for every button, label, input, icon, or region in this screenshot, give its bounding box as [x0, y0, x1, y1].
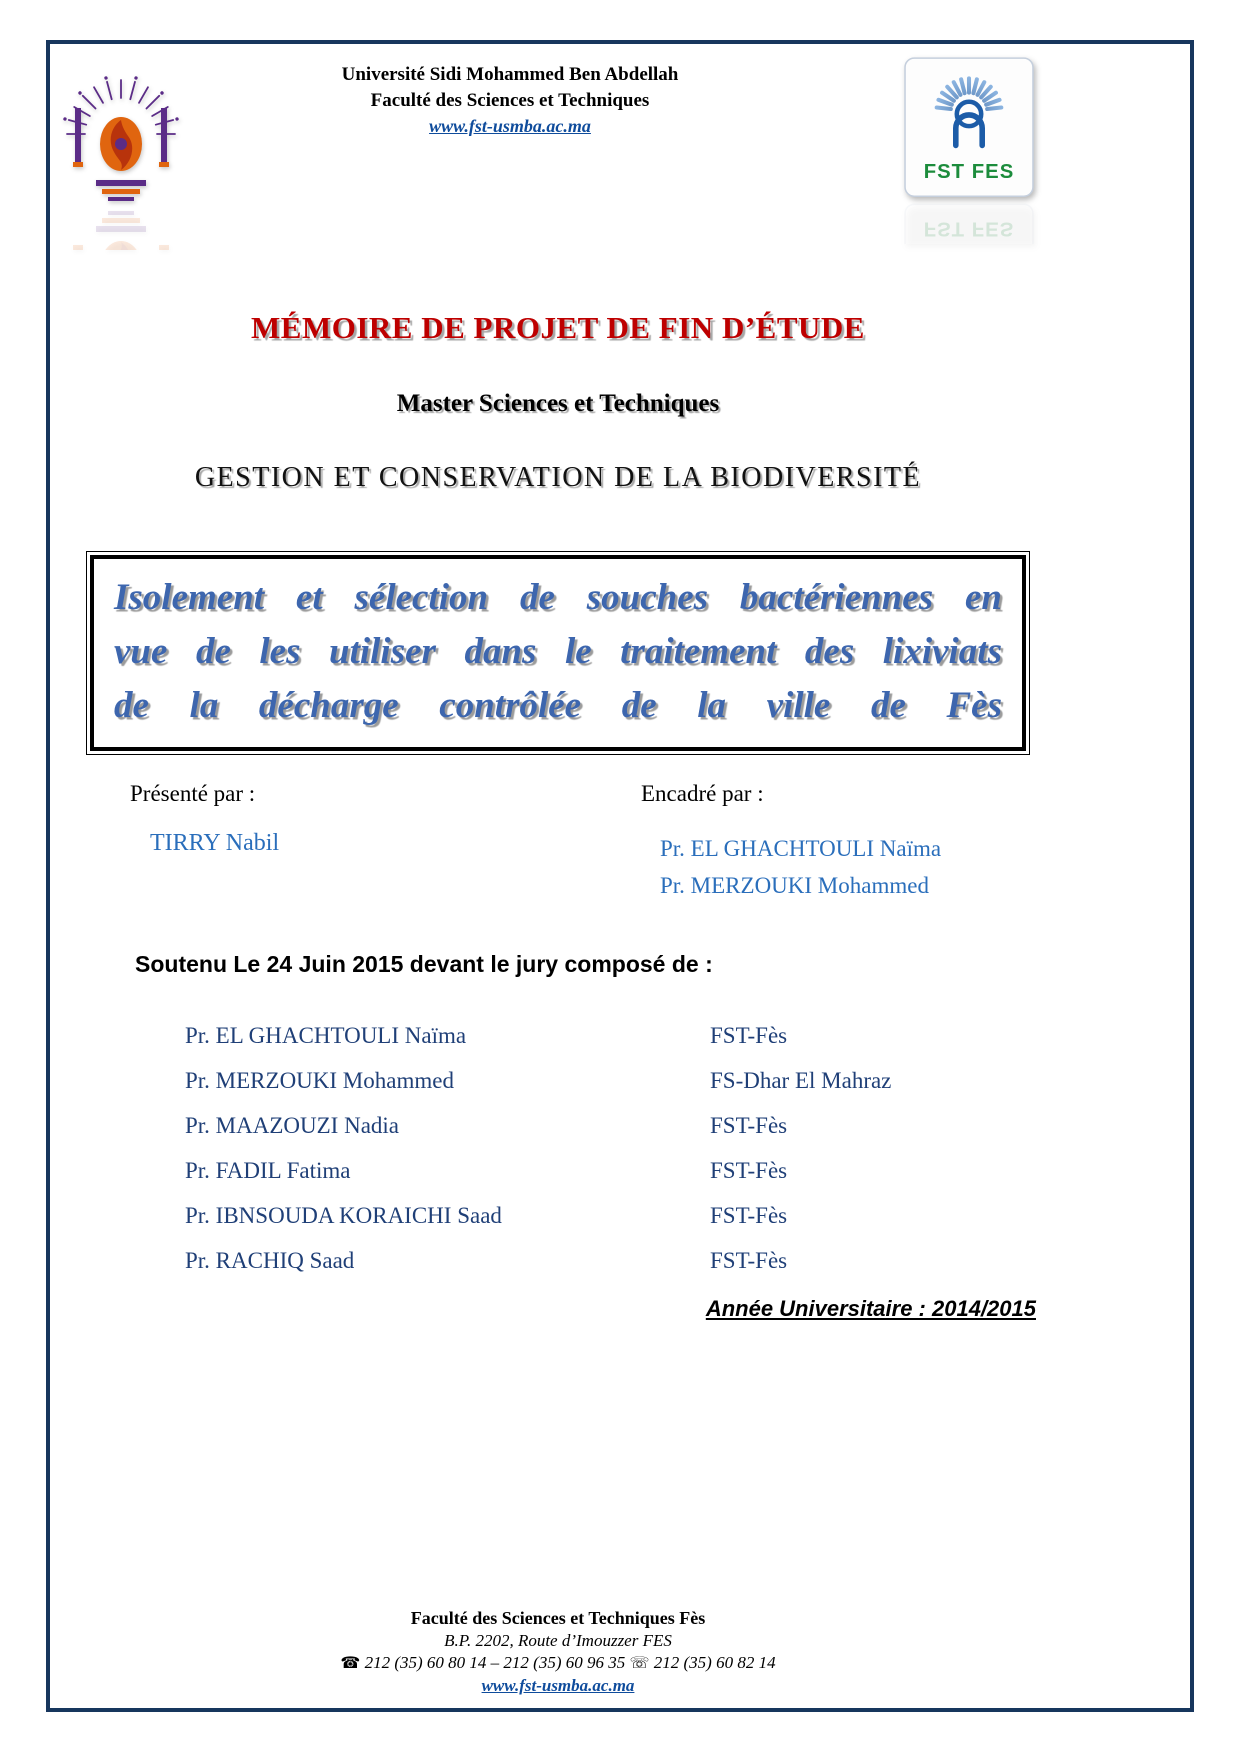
supervisor-1: Pr. EL GHACHTOULI Naïma	[660, 836, 942, 861]
author-name: TIRRY Nabil	[150, 830, 280, 856]
academic-year: Année Universitaire : 2014/2015	[705, 1296, 1036, 1321]
footer-fax-number: 212 (35) 60 82 14	[653, 1653, 776, 1672]
university-emblem-logo	[62, 50, 182, 255]
jury-member-affiliation: FST-Fès	[710, 1203, 788, 1228]
jury-row	[185, 1158, 975, 1203]
thesis-title-box-inner	[90, 555, 1026, 751]
footer-contact-line	[86, 1652, 1030, 1675]
jury-member-affiliation: FS-Dhar El Mahraz	[710, 1068, 892, 1093]
jury-row	[185, 1023, 975, 1068]
fax-icon: ☏	[629, 1655, 650, 1672]
jury-member-affiliation: FST-Fès	[710, 1023, 788, 1048]
jury-row	[185, 1203, 975, 1248]
page-border	[46, 40, 1194, 1712]
jury-row	[185, 1113, 975, 1158]
fst-fes-logo	[903, 56, 1035, 249]
university-name: Université Sidi Mohammed Ben Abdellah	[341, 64, 679, 85]
jury-member-name: Pr. EL GHACHTOULI Naïma	[185, 1023, 467, 1048]
phone-icon: ☎	[340, 1655, 361, 1672]
footer-phone-numbers: 212 (35) 60 80 14 – 212 (35) 60 96 35	[364, 1653, 626, 1672]
thesis-title-line-3: de la décharge contrôlée de la ville de Fès	[114, 685, 1002, 726]
header-website-link[interactable]: www.fst-usmba.ac.ma	[429, 116, 591, 136]
jury-row	[185, 1248, 975, 1293]
fst-fes-logo-label: FST FES	[923, 160, 1015, 183]
jury-member-affiliation: FST-Fès	[710, 1113, 788, 1138]
master-subtitle: Master Sciences et Techniques	[396, 390, 720, 417]
jury-member-name: Pr. MAAZOUZI Nadia	[185, 1113, 399, 1138]
footer	[86, 1606, 1030, 1696]
memoire-title: MÉMOIRE DE PROJET DE FIN D’ÉTUDE	[251, 310, 865, 345]
program-title: GESTION ET CONSERVATION DE LA BIODIVERSITÉ	[194, 462, 922, 493]
jury-member-name: Pr. MERZOUKI Mohammed	[185, 1068, 454, 1093]
footer-website-link[interactable]: www.fst-usmba.ac.ma	[481, 1676, 635, 1695]
jury-member-affiliation: FST-Fès	[710, 1248, 788, 1273]
jury-member-name: Pr. FADIL Fatima	[185, 1158, 351, 1183]
defense-heading: Soutenu Le 24 Juin 2015 devant le jury composé de :	[135, 951, 713, 977]
footer-faculty-name: Faculté des Sciences et Techniques Fès	[410, 1608, 706, 1628]
supervised-by-label: Encadré par :	[641, 781, 764, 806]
thesis-title-line-2: vue de les utiliser dans le traitement des lixiviats	[114, 631, 1002, 672]
jury-member-name: Pr. RACHIQ Saad	[185, 1248, 355, 1273]
presented-by-label: Présenté par :	[130, 781, 256, 806]
jury-member-name: Pr. IBNSOUDA KORAICHI Saad	[185, 1203, 502, 1228]
jury-member-affiliation: FST-Fès	[710, 1158, 788, 1183]
faculty-name: Faculté des Sciences et Techniques	[370, 90, 650, 111]
supervisor-names	[660, 830, 941, 904]
thesis-title-line-1: Isolement et sélection de souches bactériennes en	[114, 577, 1002, 618]
thesis-title-box	[86, 551, 1030, 755]
header-text	[180, 62, 840, 137]
footer-address: B.P. 2202, Route d’Imouzzer FES	[444, 1631, 672, 1650]
jury-list	[185, 1023, 975, 1293]
supervisor-2: Pr. MERZOUKI Mohammed	[660, 873, 929, 898]
jury-row	[185, 1068, 975, 1113]
